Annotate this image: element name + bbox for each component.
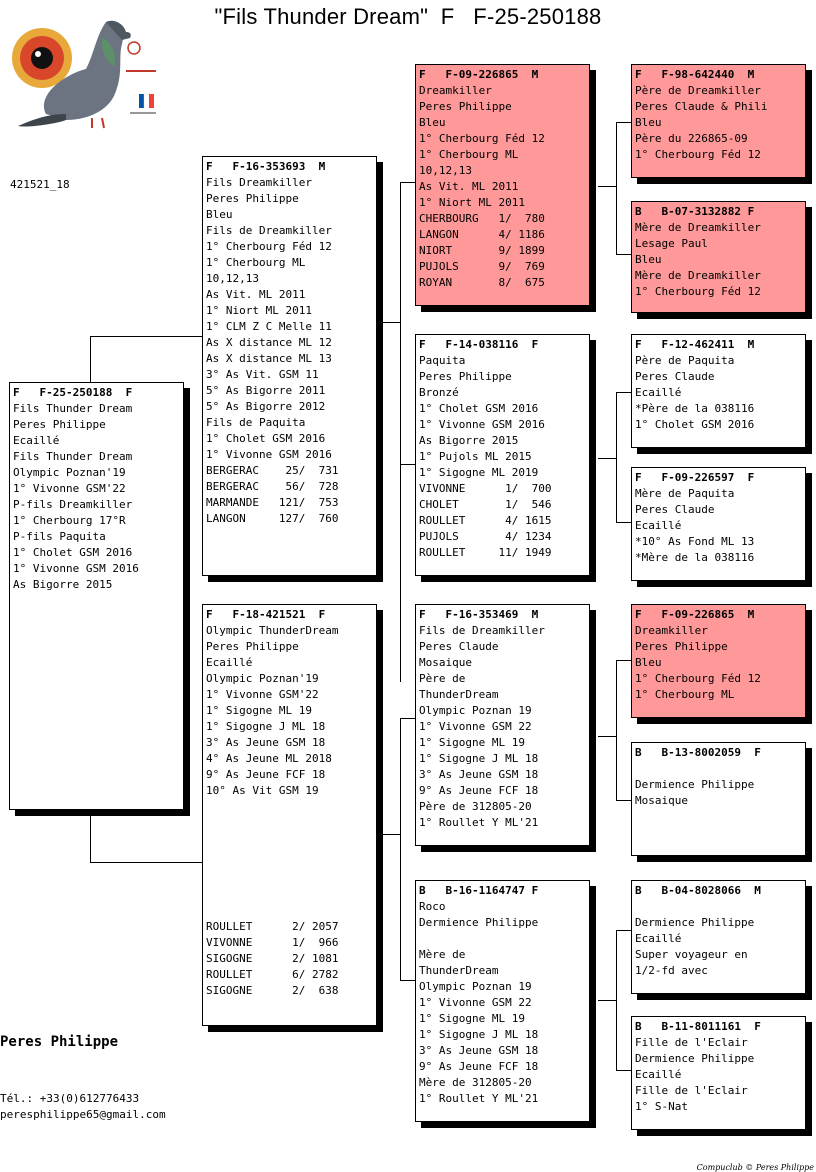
pedigree-line: 1° Cherbourg ML	[419, 148, 519, 161]
pedigree-line: 1° Cherbourg Féd 12	[635, 285, 761, 298]
pedigree-line: As X distance ML 12	[206, 336, 332, 349]
pedigree-line: 4° As Jeune ML 2018	[206, 752, 332, 765]
footer-credit: Compuclub © Peres Philippe	[696, 1163, 814, 1172]
pedigree-line: 1° Cherbourg Féd 12	[419, 132, 545, 145]
ring-number: B B-07-3132882 F	[635, 205, 755, 218]
race-result: MARMANDE 121/ 753	[206, 496, 339, 509]
pedigree-line: 1° Vivonne GSM 2016	[419, 418, 545, 431]
pedigree-line: Bronzé	[419, 386, 459, 399]
pedigree-line: Ecaillé	[635, 519, 682, 532]
pedigree-line: Dermience Philippe	[419, 916, 539, 929]
ring-number: B B-13-8002059 F	[635, 746, 761, 759]
ring-number: F F-18-421521 F	[206, 608, 326, 621]
pedigree-line: ThunderDream	[419, 964, 499, 977]
ring-number: F F-16-353693 M	[206, 160, 326, 173]
pedigree-line: Fils Thunder Dream	[13, 450, 133, 463]
pedigree-line: 1° Cherbourg Féd 12	[635, 148, 761, 161]
ring-number: B B-16-1164747 F	[419, 884, 539, 897]
pedigree-line: 1° Sigogne ML 19	[419, 736, 525, 749]
pedigree-line: Fils Thunder Dream	[13, 402, 133, 415]
pedigree-card-sire-sire[interactable]	[415, 64, 590, 306]
pedigree-line: 5° As Bigorre 2012	[206, 400, 326, 413]
pedigree-line: Peres Philippe	[206, 192, 299, 205]
pedigree-line: Dreamkiller	[419, 84, 492, 97]
pedigree-line: Bleu	[206, 208, 233, 221]
pedigree-card-sire-dam[interactable]	[415, 334, 590, 576]
pedigree-line: 1° Vivonne GSM 22	[419, 996, 532, 1009]
pedigree-line: Ecaillé	[635, 386, 682, 399]
pedigree-line: Dreamkiller	[635, 624, 708, 637]
pedigree-line: 3° As Jeune GSM 18	[206, 736, 326, 749]
pedigree-line: 1° S-Nat	[635, 1100, 688, 1113]
pedigree-line: Mère de Paquita	[635, 487, 735, 500]
pigeon-logo-icon	[6, 14, 166, 132]
race-result: NIORT 9/ 1899	[419, 244, 545, 257]
pedigree-line: *10° As Fond ML 13	[635, 535, 755, 548]
ring-number: F F-09-226865 M	[635, 608, 755, 621]
pedigree-line: 1/2-fd avec	[635, 964, 708, 977]
pedigree-line: Père de 312805-20	[419, 800, 532, 813]
race-result: CHOLET 1/ 546	[419, 498, 552, 511]
pedigree-line: As Bigorre 2015	[419, 434, 519, 447]
pedigree-line: Père du 226865-09	[635, 132, 748, 145]
pedigree-line	[419, 931, 586, 947]
pedigree-line: 1° Niort ML 2011	[419, 196, 525, 209]
pedigree-line: 9° As Jeune FCF 18	[419, 1060, 539, 1073]
pedigree-line: Roco	[419, 900, 446, 913]
pedigree-card-ddd[interactable]	[631, 1016, 806, 1130]
pedigree-line: Bleu	[635, 116, 662, 129]
pedigree-line: Fils Dreamkiller	[206, 176, 312, 189]
pedigree-card-sds[interactable]	[631, 334, 806, 448]
pedigree-line: 1° Cherbourg Féd 12	[635, 672, 761, 685]
pedigree-card-ssd[interactable]	[631, 201, 806, 313]
pedigree-line: 1° Cholet GSM 2016	[419, 402, 539, 415]
pedigree-line: 1° Vivonne GSM'22	[206, 688, 319, 701]
pedigree-line: Olympic Poznan 19	[419, 704, 532, 717]
pedigree-line: As Vit. ML 2011	[206, 288, 306, 301]
race-result: ROULLET 11/ 1949	[419, 546, 552, 559]
pedigree-line	[635, 899, 802, 915]
ring-number: F F-14-038116 F	[419, 338, 539, 351]
pedigree-line: 1° Pujols ML 2015	[419, 450, 532, 463]
pedigree-line: Mosaique	[635, 794, 688, 807]
race-result: LANGON 4/ 1186	[419, 228, 545, 241]
pedigree-line: Olympic Poznan'19	[13, 466, 126, 479]
pedigree-line: 1° Cherbourg ML	[635, 688, 735, 701]
pedigree-line: Dermience Philippe	[635, 778, 755, 791]
pedigree-line: Super voyageur en	[635, 948, 748, 961]
pedigree-line: Paquita	[419, 354, 466, 367]
pedigree-line: Mère de Dreamkiller	[635, 221, 761, 234]
pedigree-line: 1° Sigogne J ML 18	[206, 720, 326, 733]
ring-number: F F-12-462411 M	[635, 338, 755, 351]
pedigree-line: 1° Roullet Y ML'21	[419, 816, 539, 829]
pedigree-card-dss[interactable]	[631, 604, 806, 718]
pedigree-line: 10° As Vit GSM 19	[206, 784, 319, 797]
pedigree-line: 1° Cholet GSM 2016	[206, 432, 326, 445]
pedigree-line: Bleu	[419, 116, 446, 129]
pedigree-line: *Mère de la 038116	[635, 551, 755, 564]
pedigree-line	[635, 761, 802, 777]
pedigree-line: 5° As Bigorre 2011	[206, 384, 326, 397]
owner-phone: Tél.: +33(0)612776433	[0, 1092, 140, 1105]
pedigree-line: 1° Cholet GSM 2016	[13, 546, 133, 559]
pedigree-line: Ecaillé	[635, 932, 682, 945]
pedigree-line: Mère de	[419, 948, 466, 961]
race-result: ROYAN 8/ 675	[419, 276, 545, 289]
owner-name: Peres Philippe	[0, 1034, 119, 1050]
pedigree-line: Peres Philippe	[419, 100, 512, 113]
pedigree-line: Peres Philippe	[13, 418, 106, 431]
ring-number: F F-16-353469 M	[419, 608, 539, 621]
pedigree-line: 1° Roullet Y ML'21	[419, 1092, 539, 1105]
pedigree-line: 1° CLM Z C Melle 11	[206, 320, 332, 333]
pedigree-line: Ecaillé	[13, 434, 60, 447]
pedigree-line: 3° As Jeune GSM 18	[419, 768, 539, 781]
pedigree-line: Peres Philippe	[635, 640, 728, 653]
pedigree-line: 1° Sigogne ML 19	[206, 704, 312, 717]
race-result: PUJOLS 4/ 1234	[419, 530, 552, 543]
ring-number: B B-04-8028066 M	[635, 884, 761, 897]
pedigree-line: 3° As Jeune GSM 18	[419, 1044, 539, 1057]
pedigree-line: 1° Sigogne J ML 18	[419, 752, 539, 765]
pedigree-line: 1° Sigogne ML 2019	[419, 466, 539, 479]
ring-number: F F-09-226597 F	[635, 471, 755, 484]
pedigree-card-dds[interactable]	[631, 880, 806, 994]
pedigree-line: Dermience Philippe	[635, 1052, 755, 1065]
race-result: LANGON 127/ 760	[206, 512, 339, 525]
pedigree-line: 1° Niort ML 2011	[206, 304, 312, 317]
pedigree-line: Fils de Dreamkiller	[206, 224, 332, 237]
ring-number: F F-09-226865 M	[419, 68, 539, 81]
race-result: CHERBOURG 1/ 780	[419, 212, 545, 225]
ring-number: F F-25-250188 F	[13, 386, 133, 399]
pedigree-line: 1° Cherbourg Féd 12	[206, 240, 332, 253]
pedigree-line: Ecaillé	[635, 1068, 682, 1081]
pedigree-line: Bleu	[635, 656, 662, 669]
pedigree-line: As Bigorre 2015	[13, 578, 113, 591]
pedigree-line: *Père de la 038116	[635, 402, 755, 415]
ring-number: F F-98-642440 M	[635, 68, 755, 81]
pedigree-line: Fille de l'Eclair	[635, 1084, 748, 1097]
pedigree-line: Mosaique	[419, 656, 472, 669]
race-result: ROULLET 2/ 2057	[206, 920, 339, 933]
french-flag-icon	[139, 94, 154, 108]
pedigree-line: Olympic Poznan'19	[206, 672, 319, 685]
race-result: SIGOGNE 2/ 638	[206, 984, 339, 997]
pedigree-line: 9° As Jeune FCF 18	[419, 784, 539, 797]
pedigree-line: 1° Vivonne GSM 2016	[13, 562, 139, 575]
pedigree-line: Peres Claude	[635, 503, 715, 516]
pedigree-line: 9° As Jeune FCF 18	[206, 768, 326, 781]
page-title: "Fils Thunder Dream" F F-25-250188	[214, 4, 602, 29]
pedigree-line: Fils de Paquita	[206, 416, 306, 429]
race-result: VIVONNE 1/ 700	[419, 482, 552, 495]
pedigree-line: Mère de Dreamkiller	[635, 269, 761, 282]
pedigree-card-subject[interactable]	[9, 382, 184, 810]
pedigree-card-dam-sire[interactable]	[415, 604, 590, 846]
pedigree-line: 10,12,13	[206, 272, 259, 285]
pedigree-line: Ecaillé	[206, 656, 253, 669]
pedigree-line: ThunderDream	[419, 688, 499, 701]
ring-reference: 421521_18	[10, 178, 70, 191]
pedigree-card-dsd[interactable]	[631, 742, 806, 856]
pedigree-line: Peres Claude	[635, 370, 715, 383]
pedigree-card-dam-dam[interactable]	[415, 880, 590, 1122]
pedigree-line: 1° Cherbourg 17°R	[13, 514, 126, 527]
pedigree-line: Peres Philippe	[206, 640, 299, 653]
pedigree-line: Père de Dreamkiller	[635, 84, 761, 97]
pedigree-line: 10,12,13	[419, 164, 472, 177]
pedigree-line: Père de Paquita	[635, 354, 735, 367]
pedigree-line: Fils de Dreamkiller	[419, 624, 545, 637]
pedigree-line: Dermience Philippe	[635, 916, 755, 929]
pedigree-line: P-fils Dreamkiller	[13, 498, 133, 511]
pedigree-line: 1° Cholet GSM 2016	[635, 418, 755, 431]
owner-email[interactable]: peresphilippe65@gmail.com	[0, 1108, 166, 1121]
pedigree-line: 1° Vivonne GSM'22	[13, 482, 126, 495]
pedigree-line: 1° Cherbourg ML	[206, 256, 306, 269]
race-result: PUJOLS 9/ 769	[419, 260, 545, 273]
race-result: ROULLET 4/ 1615	[419, 514, 552, 527]
pedigree-card-sire[interactable]	[202, 156, 377, 576]
race-result: BERGERAC 56/ 728	[206, 480, 339, 493]
pedigree-line: Olympic Poznan 19	[419, 980, 532, 993]
pedigree-card-sss[interactable]	[631, 64, 806, 178]
pedigree-line: Mère de 312805-20	[419, 1076, 532, 1089]
pedigree-line: P-fils Paquita	[13, 530, 106, 543]
pedigree-line: Peres Claude	[419, 640, 499, 653]
pedigree-line: 1° Sigogne ML 19	[419, 1012, 525, 1025]
pedigree-line: Fille de l'Eclair	[635, 1036, 748, 1049]
race-result: BERGERAC 25/ 731	[206, 464, 339, 477]
pedigree-line: As X distance ML 13	[206, 352, 332, 365]
pedigree-line: Lesage Paul	[635, 237, 708, 250]
pedigree-line: Père de	[419, 672, 466, 685]
pedigree-line: Peres Claude & Phili	[635, 100, 768, 113]
race-result: VIVONNE 1/ 966	[206, 936, 339, 949]
ring-number: B B-11-8011161 F	[635, 1020, 761, 1033]
pedigree-line: Olympic ThunderDream	[206, 624, 339, 637]
pedigree-line: 3° As Vit. GSM 11	[206, 368, 319, 381]
pedigree-line: 1° Vivonne GSM 2016	[206, 448, 332, 461]
race-result: ROULLET 6/ 2782	[206, 968, 339, 981]
pedigree-line: 1° Vivonne GSM 22	[419, 720, 532, 733]
pedigree-line: Bleu	[635, 253, 662, 266]
pedigree-line: 1° Sigogne J ML 18	[419, 1028, 539, 1041]
pedigree-card-sdd[interactable]	[631, 467, 806, 581]
pedigree-line: As Vit. ML 2011	[419, 180, 519, 193]
race-result: SIGOGNE 2/ 1081	[206, 952, 339, 965]
pedigree-line: Peres Philippe	[419, 370, 512, 383]
pedigree-card-dam[interactable]	[202, 604, 377, 1026]
